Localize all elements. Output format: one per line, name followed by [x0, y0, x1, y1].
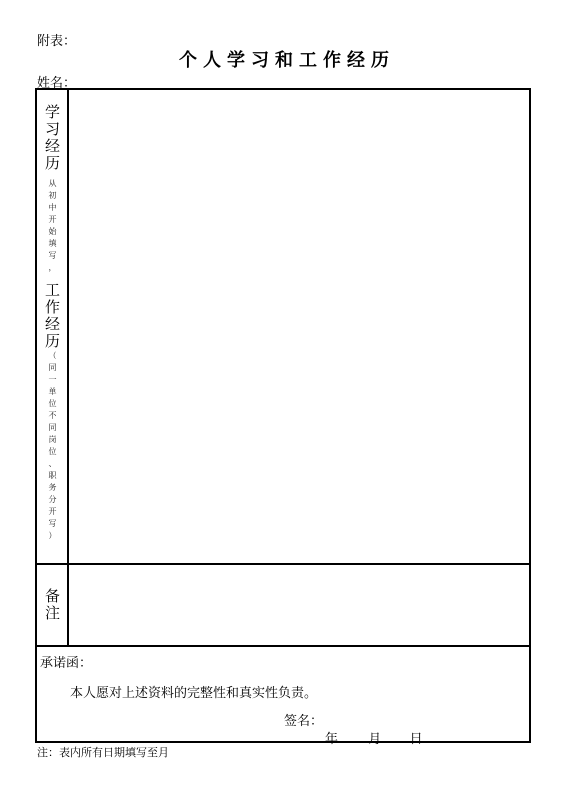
work-note: [49, 350, 57, 542]
study-label-char: 历: [44, 154, 60, 172]
work-note-char: 位: [48, 447, 57, 456]
remarks-label-char: 注: [44, 604, 60, 622]
experience-label: [37, 104, 68, 542]
work-note-char: 同: [48, 363, 57, 372]
work-label-char: 作: [44, 298, 60, 316]
study-label-char: 学: [44, 103, 60, 121]
work-note-char: 开: [48, 507, 57, 516]
work-note-char: （: [48, 351, 57, 360]
study-label-char: 经: [44, 137, 60, 155]
study-label-char: 习: [44, 120, 60, 138]
study-note-char: 从: [48, 179, 57, 188]
work-note-char: 职: [48, 471, 57, 480]
commitment-title: 承诺函：: [40, 656, 93, 671]
work-label-char: 历: [44, 332, 60, 350]
work-label-char: 工: [44, 281, 60, 299]
name-label: 姓名：: [37, 76, 77, 91]
study-note: [49, 178, 57, 274]
date-day: 日: [409, 732, 423, 747]
experience-form: [35, 88, 531, 747]
experience-content-area[interactable]: [69, 90, 529, 561]
remarks-label-char: 备: [44, 587, 60, 605]
work-note-char: 不: [48, 411, 57, 420]
study-note-char: 始: [48, 227, 57, 236]
study-note-char: 写: [48, 251, 57, 260]
attachment-label: 附表：: [37, 34, 77, 49]
work-note-char: 单: [48, 387, 57, 396]
study-note-char: 填: [48, 239, 57, 248]
work-note-char: 位: [48, 399, 57, 408]
row-divider-commitment: [37, 645, 529, 647]
work-note-char: ）: [48, 531, 57, 540]
signature-date: [325, 728, 423, 747]
work-note-char: 岗: [48, 435, 57, 444]
work-note-char: 一: [48, 375, 57, 384]
remarks-label: [37, 588, 68, 622]
study-note-char: 初: [48, 191, 57, 200]
work-note-char: 同: [48, 423, 57, 432]
work-label: [45, 282, 60, 350]
commitment-text: 本人愿对上述资料的完整性和真实性负责。: [70, 686, 318, 701]
study-note-char: ，: [48, 263, 57, 272]
work-note-char: 、: [48, 459, 57, 468]
page-title: 个人学习和工作经历: [179, 50, 395, 71]
footer-note: 注：表内所有日期填写至月: [37, 746, 169, 759]
work-note-char: 写: [48, 519, 57, 528]
work-note-char: 分: [48, 495, 57, 504]
date-year: 年: [325, 732, 339, 747]
work-note-char: 务: [48, 483, 57, 492]
study-note-char: 开: [48, 215, 57, 224]
work-label-char: 经: [44, 315, 60, 333]
remarks-content-area[interactable]: [69, 565, 529, 643]
date-month: 月: [368, 732, 382, 747]
study-label: [45, 104, 60, 172]
study-note-char: 中: [48, 203, 57, 212]
signature-label: 签名：: [284, 714, 324, 729]
